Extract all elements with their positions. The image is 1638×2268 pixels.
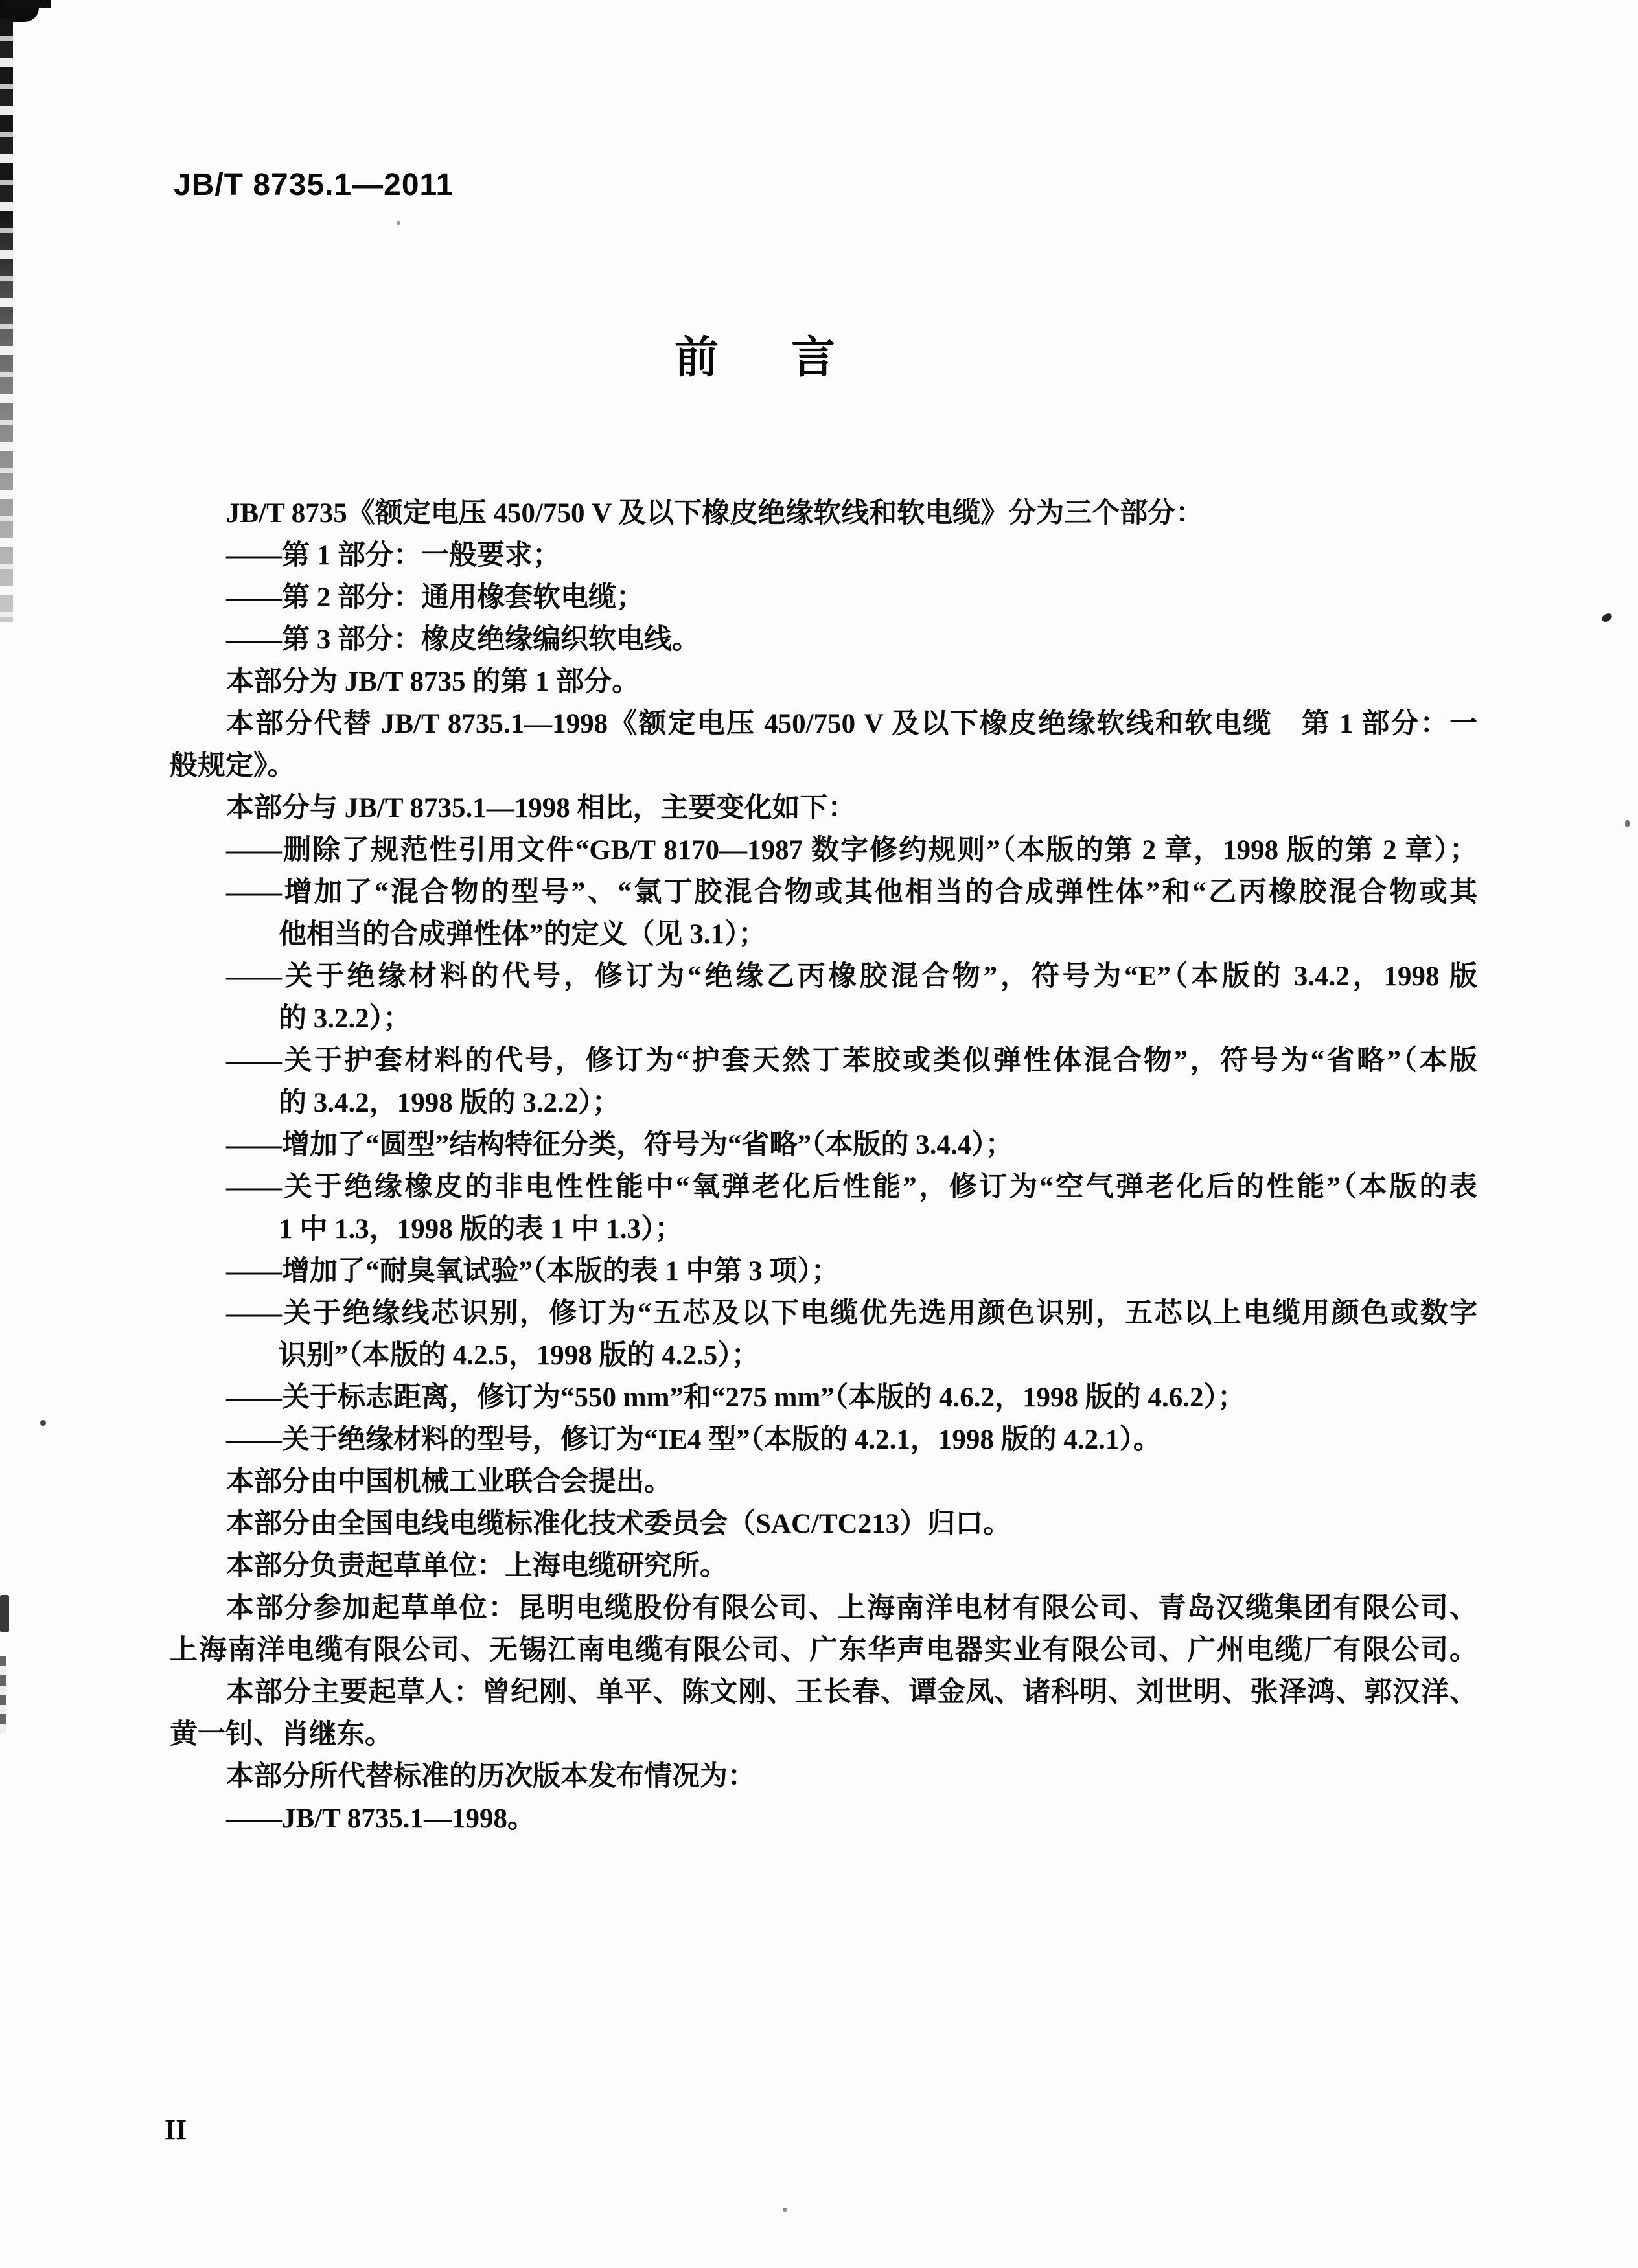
scan-artifact-speck-3 <box>783 2208 787 2212</box>
text-line: ——增加了“圆型”结构特征分类，符号为“省略”（本版的 3.4.4）； <box>226 1130 1013 1160</box>
text-line: ——第 2 部分：通用橡套软电缆； <box>226 582 644 613</box>
page-title <box>0 323 1510 385</box>
text-line: 本部分由全国电线电缆标准化技术委员会（SAC/TC213）归口。 <box>226 1509 1011 1539</box>
body-text <box>170 492 1477 1840</box>
title-right-char: 言 <box>791 333 836 382</box>
text-line: 的 3.2.2）； <box>279 1003 411 1034</box>
text-line: 本部分负责起草单位：上海电缆研究所。 <box>226 1551 728 1581</box>
text-line: 本部分参加起草单位：昆明电缆股份有限公司、上海南洋电材有限公司、青岛汉缆集团有限公司、 <box>226 1593 1477 1623</box>
text-line: ——关于绝缘橡皮的非电性性能中“氧弹老化后性能”，修订为“空气弹老化后的性能”（本版的表 <box>226 1172 1477 1202</box>
text-line: ——关于绝缘材料的代号，修订为“绝缘乙丙橡胶混合物”，符号为“E”（本版的 3.4.2，1998 版 <box>226 961 1477 992</box>
text-line: 本部分主要起草人：曾纪刚、单平、陈文刚、王长春、谭金凤、诸科明、刘世明、张泽鸿、郭汉洋、 <box>226 1677 1477 1708</box>
scan-artifact-left-mark-1 <box>0 1595 9 1632</box>
text-line: 本部分所代替标准的历次版本发布情况为： <box>226 1761 756 1792</box>
scan-artifact-left-mark-2 <box>0 1656 6 1734</box>
scan-artifact-speck-2 <box>40 1420 46 1426</box>
scan-artifact-speck-4 <box>397 221 400 225</box>
text-line: ——增加了“混合物的型号”、“氯丁胶混合物或其他相当的合成弹性体”和“乙丙橡胶混合物或其 <box>226 877 1477 908</box>
text-line: ——关于绝缘材料的型号，修订为“IE4 型”（本版的 4.2.1，1998 版的 4.2.1）。 <box>226 1425 1161 1455</box>
text-line: 般规定》。 <box>170 751 295 781</box>
doc-code: JB/T 8735.1—2011 <box>174 168 454 202</box>
title-left-char: 前 <box>674 333 719 382</box>
text-line: 本部分与 JB/T 8735.1—1998 相比，主要变化如下： <box>226 793 856 823</box>
text-line: ——第 3 部分：橡皮绝缘编织软电线。 <box>226 624 700 655</box>
text-line: 他相当的合成弹性体”的定义（见 3.1）； <box>279 919 767 950</box>
text-line: 黄一钊、肖继东。 <box>170 1719 393 1750</box>
text-line: 识别”（本版的 4.2.5，1998 版的 4.2.5）； <box>279 1340 759 1371</box>
text-line: ——增加了“耐臭氧试验”（本版的表 1 中第 3 项）； <box>226 1256 839 1287</box>
text-line: 的 3.4.2，1998 版的 3.2.2）； <box>279 1088 620 1118</box>
text-line: ——关于绝缘线芯识别，修订为“五芯及以下电缆优先选用颜色识别，五芯以上电缆用颜色或数字 <box>226 1298 1477 1329</box>
scan-artifact-left-strip <box>0 19 13 622</box>
text-line: 本部分由中国机械工业联合会提出。 <box>226 1467 672 1497</box>
text-line: ——关于标志距离，修订为“550 mm”和“275 mm”（本版的 4.6.2，1998 版的 4.6.2）； <box>226 1382 1246 1413</box>
text-line: JB/T 8735《额定电压 450/750 V 及以下橡皮绝缘软线和软电缆》分为三个部分： <box>226 498 1204 529</box>
text-line: ——关于护套材料的代号，修订为“护套天然丁苯胶或类似弹性体混合物”，符号为“省略”（本版 <box>226 1046 1477 1076</box>
text-line: 本部分为 JB/T 8735 的第 1 部分。 <box>226 667 640 697</box>
text-line: ——第 1 部分：一般要求； <box>226 540 560 571</box>
text-line: 1 中 1.3，1998 版的表 1 中 1.3）； <box>279 1214 683 1244</box>
text-line: ——JB/T 8735.1—1998。 <box>226 1804 536 1834</box>
text-line: ——删除了规范性引用文件“GB/T 8170—1987 数字修约规则”（本版的第 2 章，1998 版的第 2 章）； <box>226 835 1477 865</box>
scan-artifact-speck-1 <box>1600 612 1613 623</box>
scan-artifact-speck-5 <box>1625 820 1630 827</box>
scan-artifact-corner-blob <box>0 0 39 22</box>
text-line: 上海南洋电缆有限公司、无锡江南电缆有限公司、广东华声电器实业有限公司、广州电缆厂有限公司。 <box>170 1635 1477 1666</box>
page-number: II <box>165 2114 187 2146</box>
scan-artifact-corner-bar <box>4 0 51 8</box>
text-line: 本部分代替 JB/T 8735.1—1998《额定电压 450/750 V 及以下橡皮绝缘软线和软电缆 第 1 部分：一 <box>226 709 1477 739</box>
